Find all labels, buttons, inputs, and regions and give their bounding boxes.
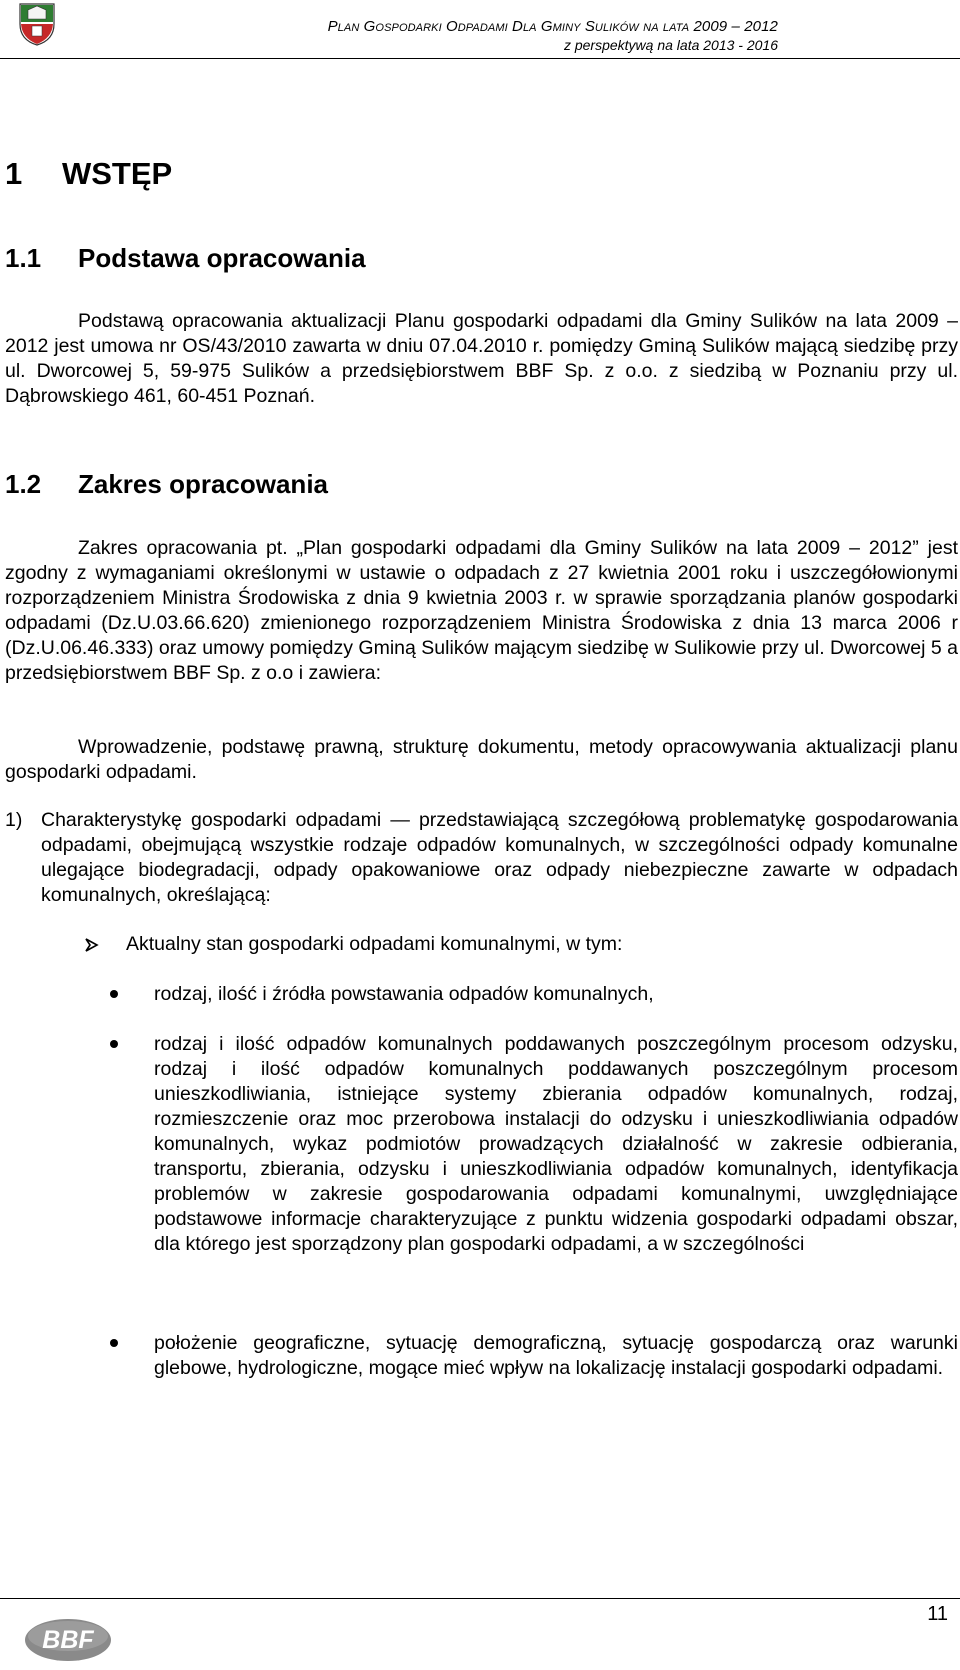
page-number: 11 [927, 1603, 948, 1625]
bullet-dot-icon [110, 1040, 118, 1048]
bullet-dot-icon [110, 990, 118, 998]
section-heading-1-1 [5, 243, 366, 274]
section-1-2-paragraph: Zakres opracowania pt. „Plan gospodarki odpadami dla Gminy Sulików na lata 2009 – 2012” jest zgodny z wymaganiami określonymi w ustawie o odpadach z 27 kwietnia 2001 roku i uszczegółowionymi rozporządzeniem Ministra Środowiska z dnia 9 kwietnia 2003 r. w sprawie sporządzania planów gospodarki odpadami (Dz.U.03.66.620) zmienionego rozporządzeniem Ministra Środowiska z dnia 13 marca 2006 r (Dz.U.06.46.333) oraz umowy pomiędzy Gminą Sulików mającym siedzibę w Sulikowie przy ul. Dworcowej 5 a przedsiębiorstwem BBF Sp. z o.o i zawiera: [5, 537, 958, 684]
crest-icon [18, 2, 56, 46]
bbf-logo-icon [22, 1612, 118, 1664]
section-title: Zakres opracowania [78, 469, 328, 499]
list-item-text: Aktualny stan gospodarki odpadami komunalnymi, w tym: [126, 933, 623, 955]
chapter-heading [5, 156, 172, 192]
bullet-dot-icon [110, 1339, 118, 1347]
header-divider [0, 58, 960, 59]
bullet-list-item [110, 1331, 958, 1381]
document-running-title [328, 17, 778, 55]
numbered-list-item [5, 808, 958, 908]
section-1-2-paragraph-2: Wprowadzenie, podstawę prawną, strukturę dokumentu, metody opracowywania aktualizacji planu gospodarki odpadami. [5, 736, 958, 783]
header-title-line2: z perspektywą na lata 2013 - 2016 [563, 37, 778, 53]
list-number: 1) [5, 809, 23, 831]
section-number: 1.1 [5, 243, 42, 273]
list-item-text: rodzaj i ilość odpadów komunalnych poddawanych poszczególnym procesom odzysku, rodzaj i ilość odpadów komunalnych poddawanych poszczególnym procesom unieszkodliwiania, istniejące systemy zbierania odpadów komunalnych, rodzaj, rozmieszczenie oraz moc przerobowa instalacji do odzysku i unieszkodliwiania odpadów komunalnych, wykaz podmiotów prowadzących działalność w zakresie odbierania, transportu, zbierania, odzysku i unieszkodliwiania odpadów komunalnych, identyfikacja problemów w zakresie gospodarowania odpadami komunalnymi, uwzględniające podstawowe informacje charakteryzujące z punktu widzenia gospodarki odpadami obszar, dla którego jest sporządzony plan gospodarki odpadami, a w szczególności [154, 1033, 958, 1255]
section-title: Podstawa opracowania [78, 243, 366, 273]
list-item-text: Charakterystykę gospodarki odpadami — przedstawiającą szczegółową problematykę gospodarowania odpadami, obejmującą wszystkie rodzaje odpadów komunalnych, w szczególności odpady komunalne ulegające biodegradacji, odpady opakowaniowe oraz odpady niebezpieczne zawarte w odpadach komunalnych, określającą: [41, 809, 958, 906]
header-title-line1: Plan Gospodarki Odpadami Dla Gminy Sulików na lata 2009 – 2012 [327, 18, 778, 35]
chapter-title: WSTĘP [62, 156, 173, 191]
arrow-list-item [84, 932, 958, 957]
section-number: 1.2 [5, 469, 42, 499]
bullet-list-item [110, 1032, 958, 1257]
arrow-bullet-icon [84, 937, 100, 953]
logo-text: BBF [42, 1626, 94, 1654]
chapter-number: 1 [5, 156, 23, 191]
section-heading-1-2 [5, 469, 328, 500]
list-item-text: rodzaj, ilość i źródła powstawania odpadów komunalnych, [154, 983, 654, 1005]
bullet-list-item [110, 982, 958, 1007]
footer-divider [0, 1598, 960, 1599]
page-header [0, 0, 960, 62]
list-item-text: położenie geograficzne, sytuację demograficzną, sytuację gospodarczą oraz warunki glebowe, hydrologiczne, mogące mieć wpływ na lokalizację instalacji gospodarki odpadami. [154, 1332, 958, 1379]
section-1-1-paragraph: Podstawą opracowania aktualizacji Planu gospodarki odpadami dla Gminy Sulików na lata 2009 – 2012 jest umowa nr OS/43/2010 zawarta w dniu 07.04.2010 r. pomiędzy Gminą Sulików mającą siedzibę przy ul. Dworcowej 5, 59-975 Sulików a przedsiębiorstwem BBF Sp. z o.o. z siedzibą w Poznaniu przy ul. Dąbrowskiego 461, 60-451 Poznań. [5, 310, 958, 407]
